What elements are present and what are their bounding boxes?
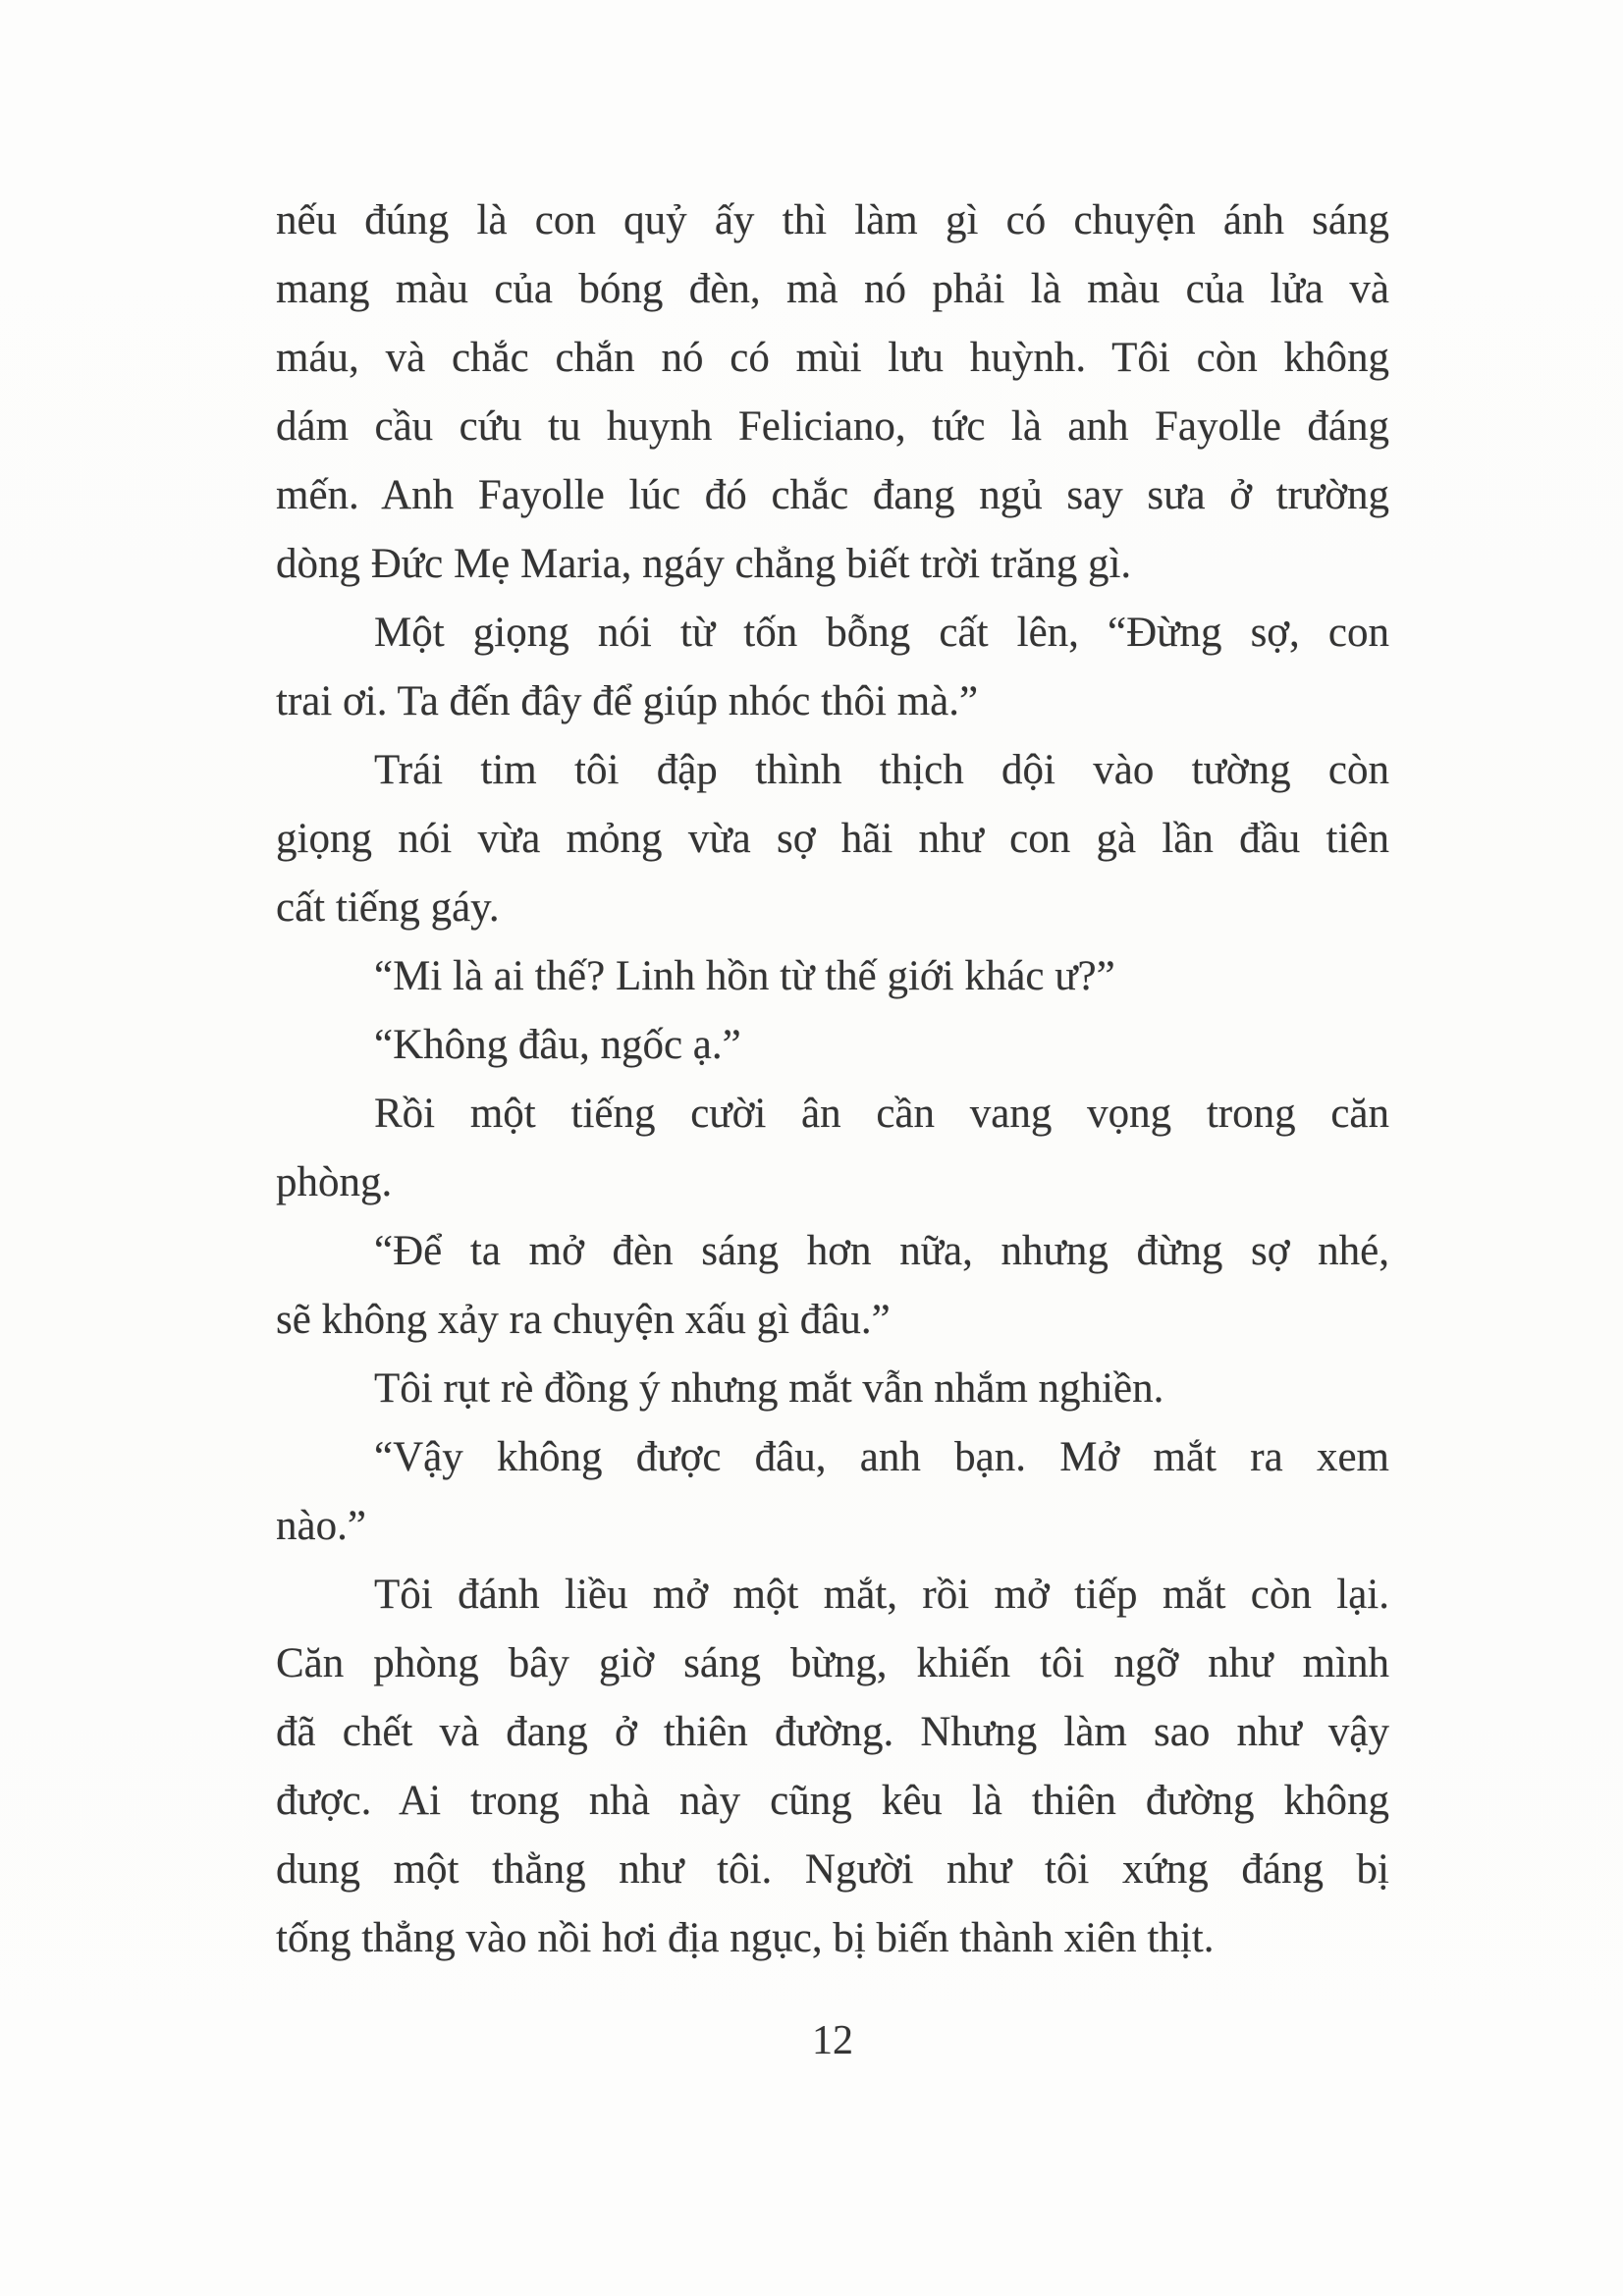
text-line: Rồi một tiếng cười ân cần vang vọng trong căn: [374, 1091, 1389, 1137]
text-line: sẽ không xảy ra chuyện xấu gì đâu.”: [276, 1297, 891, 1343]
text-line: trai ơi. Ta đến đây để giúp nhóc thôi mà.”: [276, 678, 979, 724]
text-line: Tôi rụt rè đồng ý nhưng mắt vẫn nhắm nghiền.: [374, 1365, 1164, 1412]
text-line: tống thẳng vào nồi hơi địa ngục, bị biến thành xiên thịt.: [276, 1915, 1215, 1961]
text-line: dòng Đức Mẹ Maria, ngáy chẳng biết trời trăng gì.: [276, 541, 1132, 587]
text-line: cất tiếng gáy.: [276, 884, 500, 931]
text-line: “Để ta mở đèn sáng hơn nữa, nhưng đừng sợ nhé,: [374, 1228, 1389, 1274]
text-line: Căn phòng bây giờ sáng bừng, khiến tôi ngỡ như mình: [276, 1640, 1389, 1686]
text-line: dung một thằng như tôi. Người như tôi xứng đáng bị: [276, 1846, 1389, 1893]
text-line: Một giọng nói từ tốn bỗng cất lên, “Đừng sợ, con: [374, 610, 1389, 656]
text-line: máu, và chắc chắn nó có mùi lưu huỳnh. Tôi còn không: [276, 335, 1389, 381]
text-line: nếu đúng là con quỷ ấy thì làm gì có chuyện ánh sáng: [276, 197, 1389, 243]
text-line: “Không đâu, ngốc ạ.”: [374, 1022, 741, 1068]
text-line: phòng.: [276, 1159, 393, 1205]
text-line: nào.”: [276, 1503, 366, 1549]
text-line: giọng nói vừa mỏng vừa sợ hãi như con gà lần đầu tiên: [276, 816, 1389, 862]
page-text: [276, 187, 1389, 1973]
text-line: đã chết và đang ở thiên đường. Nhưng làm sao như vậy: [276, 1709, 1389, 1755]
text-line: được. Ai trong nhà này cũng kêu là thiên đường không: [276, 1778, 1389, 1824]
text-line: Trái tim tôi đập thình thịch dội vào tường còn: [374, 747, 1389, 793]
text-line: mang màu của bóng đèn, mà nó phải là màu của lửa và: [276, 266, 1389, 312]
text-line: “Mi là ai thế? Linh hồn từ thế giới khác ư?”: [374, 953, 1115, 999]
page-number: 12: [812, 2018, 853, 2063]
text-line: mến. Anh Fayolle lúc đó chắc đang ngủ say sưa ở trường: [276, 472, 1389, 518]
text-line: “Vậy không được đâu, anh bạn. Mở mắt ra xem: [374, 1434, 1389, 1480]
text-line: dám cầu cứu tu huynh Feliciano, tức là anh Fayolle đáng: [276, 403, 1389, 450]
text-line: Tôi đánh liều mở một mắt, rồi mở tiếp mắt còn lại.: [374, 1572, 1389, 1618]
